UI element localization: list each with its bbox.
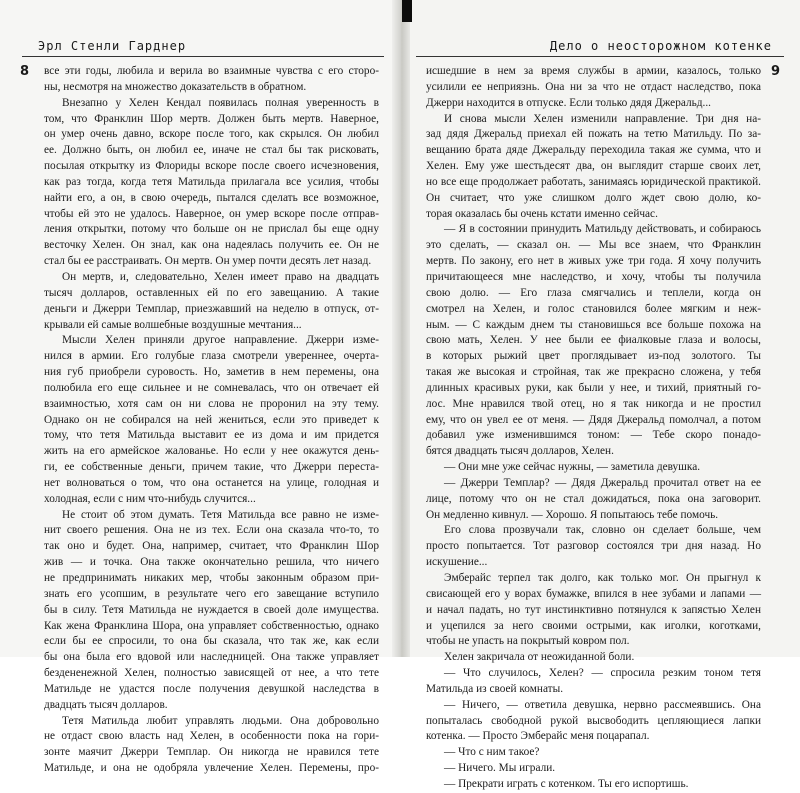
text-line: свисающей его у ворах бумажке, впился в нее зубами и лапами — (426, 587, 761, 600)
text-line: котенка. — Просто Эмберайс меня поцарапал. (426, 730, 650, 743)
left-header-rule (22, 56, 384, 57)
text-line: посылая открытку из Флориды вскоре после своего исчезновения, (44, 160, 379, 173)
text-line: не отдаст свою власть над Хелен, в особенности пока на гори- (44, 730, 379, 743)
text-line: Тетя Матильда любит управлять людьми. Она добровольно (62, 714, 379, 727)
text-line: исшедшие в нем за время службы в армии, казалось, только (426, 65, 761, 77)
book-gutter (392, 0, 410, 657)
text-line: если бы ее спросили, то она бы сказала, что так же, как если (44, 635, 379, 648)
text-line: такая же высокая и стройная, так же прекрасно сложена, у тебя (426, 366, 761, 379)
text-line: полюбила его еще сильнее и не сомневалась, что он отвечает ей (44, 381, 379, 394)
text-line: Матильде, и она не одобряла увлечение Хелен. Перемены, про- (44, 762, 379, 775)
text-line: взаимностью, хотя сам он ни слова не проронил на эту тему. (44, 397, 379, 410)
text-line: чтобы ей это не удалось. Наверное, он умер вскоре после отправ- (44, 207, 379, 220)
text-line: и уцепился за него своими острыми, как иголки, коготками, (426, 619, 761, 632)
text-line: Хелен. Ему уже шестьдесят два, он выглядит старше своих лет, (426, 160, 761, 173)
text-line: свою долю. — Его глаза смягчались и теплели, когда он (426, 286, 761, 299)
text-line: это сделать, — сказал он. — Мы все знаем, что Франклин (426, 239, 761, 252)
text-line: чтобы не упасть на покрытый ковром пол. (426, 635, 630, 648)
text-line: стал бы ее расстраивать. Он мертв. Он умер почти десять лет назад. (44, 255, 372, 268)
text-line: так оно и будет. Она, например, считает, что Франклин Шор (44, 540, 379, 553)
text-line: зонте маячит Джерри Темплар. Он никогда не нравился тете (44, 746, 379, 759)
text-line: крывали ей самые волшебные воздушные мечтания... (44, 318, 302, 331)
text-line: нился в армии. Его голубые глаза смотрели увереннее, очерта- (44, 350, 379, 363)
text-line: Матильде не удастся после получения девушкой наследства в (44, 682, 379, 695)
text-line: — Прекрати играть с котенком. Ты его испортишь. (444, 777, 689, 790)
text-line: бездененежной Хелен, полностью зависящей от нее, а что тете (44, 667, 379, 680)
text-line: как раз тогда, когда тетя Матильда прилагала все усилия, чтобы (44, 175, 379, 188)
text-line: усилили ее неприязнь. Она ни за что не отдаст наследство, пока (426, 80, 761, 93)
text-line: — Я в состоянии принудить Матильду действовать, и собираюсь (444, 223, 761, 236)
text-line: бятся двадцать тысяч долларов, Хелен. (426, 445, 614, 458)
text-line: лос. Мне нравился твой отец, но я так никогда и не простил (426, 397, 761, 410)
text-line: Эмберайс терпел так долго, как только мог. Он прыгнул к (444, 572, 761, 584)
text-line: Матильда из своей комнаты. (426, 682, 564, 695)
text-line: не предпринимать никаких мер, чтобы законным образом при- (44, 572, 379, 584)
text-line: Мысли Хелен приняли другое направление. Джерри изме- (62, 334, 379, 347)
left-page-text (44, 64, 379, 777)
text-line: зад дядя Джеральд приехал ей пожать на тетю Матильду. По за- (426, 128, 761, 141)
text-line: ния губ приобрели суровость. Но, заметив в нем перемены, она (44, 366, 379, 379)
text-line: лице, потому что он не стал дожидаться, пока она заговорит. (426, 492, 761, 505)
text-line: жив — и точка. Она также окончательно решила, что ничего (44, 556, 379, 569)
text-line: жить на его армейское жалованье. Но если у нее окажутся день- (44, 445, 379, 458)
text-line: том, что Франклин Шор мертв. Должен быть мертв. Наверное, (44, 112, 379, 125)
text-line: Он мертв, и, следовательно, Хелен имеет право на двадцать (62, 270, 379, 283)
text-line: Как жена Франклина Шора, она управляет собственностью, однако (44, 619, 379, 632)
text-line: свою мать, Хелен. У нее были ее фиалковые глаза и волосы, (426, 334, 761, 347)
text-line: холодная, если с ним что-нибудь случится... (44, 492, 256, 505)
text-line: — Что с ним такое? (444, 746, 540, 759)
text-line: добавил уже изменившимся тоном: — Тебе скоро понадо- (426, 429, 761, 442)
text-line: мертв. По закону, его нет в живых уже три года. Я хочу получить (426, 255, 761, 268)
text-line: все эти годы, любила и верила во взаимные чувства с его сторо- (44, 65, 379, 77)
right-page (402, 0, 800, 790)
text-line: причитающееся мне наследство, и хочу, чтобы ты получила (426, 270, 761, 283)
text-line: ги, ее собственные деньги, причем такие, что Джерри переста- (44, 461, 379, 474)
text-line: в которых рыжий цвет проглядывает из-под золотого. Ты (426, 350, 761, 363)
text-line: искушение... (426, 556, 488, 569)
right-header-rule (416, 56, 784, 57)
text-line: просто попытается. Тот разговор состоялся три дня назад. Но (426, 540, 761, 553)
text-line: знать его усопшим, в результате чего его завещание вступило (44, 587, 379, 600)
scan-edge-mark (402, 0, 412, 22)
text-line: Его слова прозвучали так, словно он сделает больше, чем (444, 524, 761, 537)
text-line: Внезапно у Хелен Кендал появилась полная уверенность в (62, 96, 379, 109)
text-line: но все еще продолжает работать, занимаясь юридической практикой. (426, 175, 761, 188)
text-line: бы она была его вдовой или наследницей. Она также управляет (44, 651, 379, 664)
left-page-number: 8 (20, 64, 30, 79)
right-running-head: Дело о неосторожном котенке (549, 39, 772, 53)
text-line: тысяч долларов, оставленных ей по его завещанию. А такие (44, 286, 379, 299)
text-line: вещанию брата дяде Джеральду переходила такая же сумма, что и (426, 144, 761, 157)
text-line: Он считает, что уже слишком долго ждет свою долю, ко- (426, 191, 761, 204)
text-line: ее. Должно быть, он любил ее, иначе не стал бы так рисковать, (44, 144, 379, 157)
text-line: — Джерри Темплар? — Дядя Джеральд прочитал ответ на ее (444, 476, 761, 489)
text-line: и начал падать, но тут инстинктивно потянулся к запястью Хелен (426, 603, 761, 616)
text-line: найти его, а он, в свою очередь, пытался сделать все возможное, (44, 191, 379, 204)
text-line: двадцать тысяч долларов. (44, 698, 168, 711)
text-line: ления открытки, потому что больше он не прислал бы еще одну (44, 223, 379, 236)
text-line: ным. — С каждым днем ты становишься все больше похожа на (426, 318, 761, 331)
text-line: деньги и Джерри Темплар, приезжавший на неделю в отпуск, от- (44, 302, 379, 315)
text-line: — Ничего, — ответила девушка, нервно рассмеявшись. Она (444, 698, 761, 711)
text-line: — Они мне уже сейчас нужны, — заметила девушка. (444, 461, 701, 474)
left-running-head: Эрл Стенли Гарднер (38, 39, 187, 53)
text-line: ны, несмотря на множество доказательств в обратном. (44, 80, 307, 93)
text-line: тому, что тетя Матильда выставит ее из дома и им придется (44, 429, 379, 442)
left-page (0, 0, 398, 775)
right-page-number: 9 (770, 64, 780, 79)
text-line: нит своего решения. Она не из тех. Если она сказала что-то, то (44, 524, 379, 537)
text-line: Хелен закричала от неожиданной боли. (444, 651, 635, 664)
text-line: весточку Хелен. Он знал, как она надеялась получить ее. Он не (44, 239, 379, 252)
text-line: попыталась свободной рукой высвободить цепляющиеся лапки (426, 714, 761, 727)
right-page-text (426, 64, 761, 793)
text-line: Однако он не собирался на ней жениться, если это приведет к (44, 413, 379, 426)
text-line: торая оказалась бы очень кстати именно сейчас. (426, 207, 658, 220)
text-line: — Что случилось, Хелен? — спросила резким тоном тетя (444, 667, 761, 680)
text-line: смотрел на Хелен, и голос становился более мягким и неж- (426, 302, 761, 315)
text-line: длинных красивых руки, как были у нее, и тихий, приятный го- (426, 381, 761, 394)
text-line: Не стоит об этом думать. Тетя Матильда все равно не изме- (62, 508, 379, 521)
text-line: он умер очень давно, вскоре после того, как скрылся. Он любил (44, 128, 379, 141)
text-line: ему, что он увел ее от меня. — Дядя Джеральд помолчал, а потом (426, 413, 761, 426)
text-line: Он медленно кивнул. — Хорошо. Я попытаюсь тебе помочь. (426, 508, 719, 521)
text-line: нет волноваться о том, что она останется на улице, голодная и (44, 476, 379, 489)
text-line: И снова мысли Хелен изменили направление. Три дня на- (444, 112, 761, 125)
text-line: Джерри находится в отпуске. Если только дядя Джеральд... (426, 96, 711, 109)
text-line: — Ничего. Мы играли. (444, 762, 556, 775)
text-line: бы в силу. Тетя Матильда не нуждается в своей доле имущества. (44, 603, 379, 616)
